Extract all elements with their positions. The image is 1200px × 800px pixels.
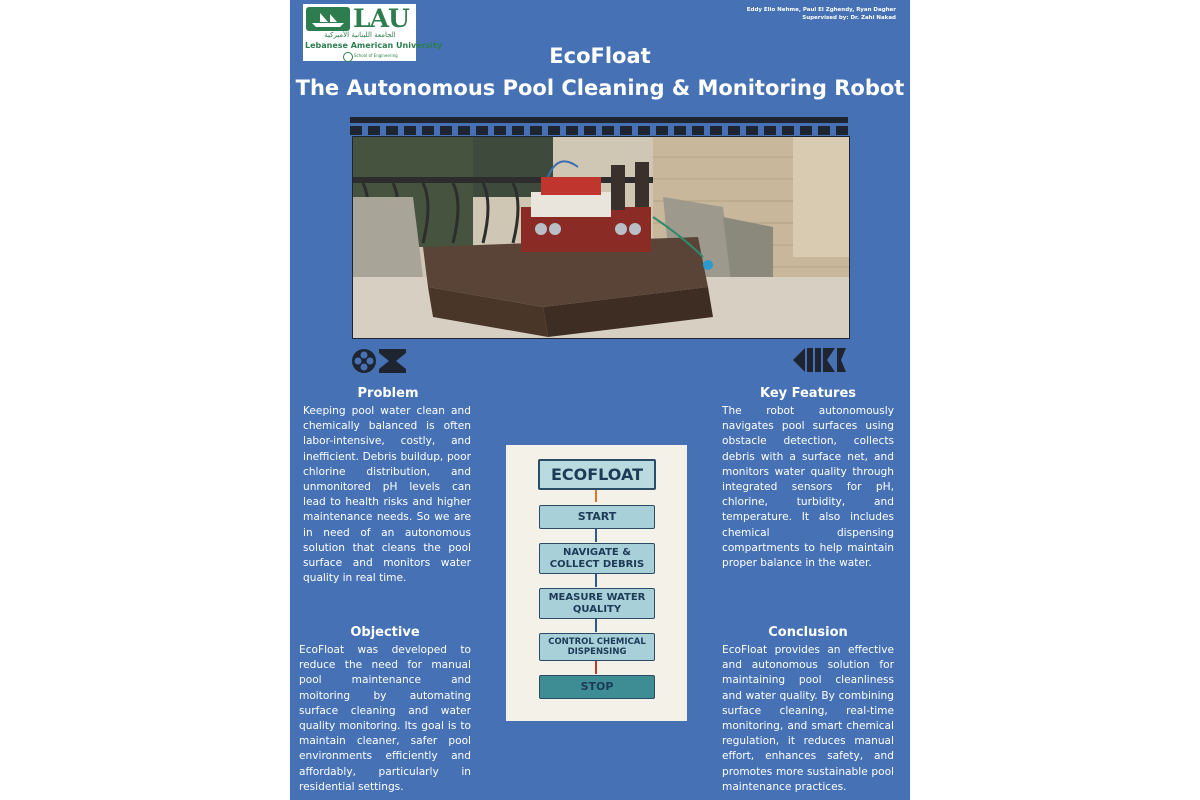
flow-arrow: [595, 574, 597, 587]
flow-arrow: [595, 661, 597, 674]
poster: [290, 0, 910, 800]
author-names: Eddy Elio Nehme, Paul El Zghendy, Ryan Dagher: [746, 7, 896, 13]
flow-arrow: [595, 490, 597, 502]
key-features-heading: Key Features: [759, 386, 857, 401]
logo-university-name: Lebanese American University: [305, 41, 443, 50]
logo-school-name: School of Engineering: [354, 53, 398, 58]
problem-text: Keeping pool water clean and chemically balanced is often labor-intensive, costly, and inefficient. Debris buildup, poor chlorine distribution, and unmonitored pH levels can lead to health risks and higher maintenance needs. So we are in need of an autonomous solution that cleans the pool surface and monitors water quality in real time.: [303, 405, 471, 585]
robot-photo: [352, 136, 850, 339]
flow-step-control: CONTROL CHEMICAL DISPENSING: [539, 633, 655, 661]
flow-step-measure: MEASURE WATER QUALITY: [539, 588, 655, 619]
poster-subtitle: The Autonomous Pool Cleaning & Monitoring Robot: [295, 76, 905, 100]
logo-text: LAU: [353, 4, 409, 33]
left-ornament-icon: [351, 347, 407, 375]
conclusion-text: EcoFloat provides an effective and autonomous solution for maintaining pool cleanliness and water quality. By combining surface cleaning, real-time monitoring, and smart chemical regulation, it reduces manual effort, enhances safety, and promotes more sustainable pool maintenance practices.: [722, 644, 894, 793]
flow-step-navigate: NAVIGATE & COLLECT DEBRIS: [539, 543, 655, 574]
conclusion-heading: Conclusion: [768, 625, 848, 640]
flow-arrow: [595, 619, 597, 632]
flow-step-start: START: [539, 505, 655, 529]
logo-arabic-text: الجامعة اللبنانية الأميركية: [324, 31, 396, 39]
poster-title: EcoFloat: [549, 44, 651, 68]
right-ornament-icon: [791, 345, 847, 375]
flowchart-title: ECOFLOAT: [538, 459, 656, 490]
flowchart: [506, 445, 687, 721]
divider-bar: [350, 117, 848, 123]
film-strip-decoration: [350, 126, 848, 135]
authors-block: [747, 6, 896, 22]
supervisor: Supervised by: Dr. Zahi Nakad: [802, 15, 896, 21]
key-features-text: The robot autonomously navigates pool surfaces using obstacle detection, collects debris with a surface net, and monitors water quality through integrated sensors for pH, chlorine, turbidity, and temperature. It also includes chemical dispensing compartments to help maintain proper balance in the water.: [722, 405, 894, 570]
flow-step-stop: STOP: [539, 675, 655, 699]
flow-arrow: [595, 529, 597, 542]
objective-text: EcoFloat was developed to reduce the need for manual pool maintenance and moitoring by automating surface cleaning and water quality monitoring. Its goal is to maintain cleaner, safer pool environments efficiently and affordably, particularly in residential settings.: [299, 644, 471, 793]
cedar-ship-icon: [306, 7, 350, 31]
problem-heading: Problem: [357, 386, 419, 401]
objective-heading: Objective: [350, 625, 420, 640]
